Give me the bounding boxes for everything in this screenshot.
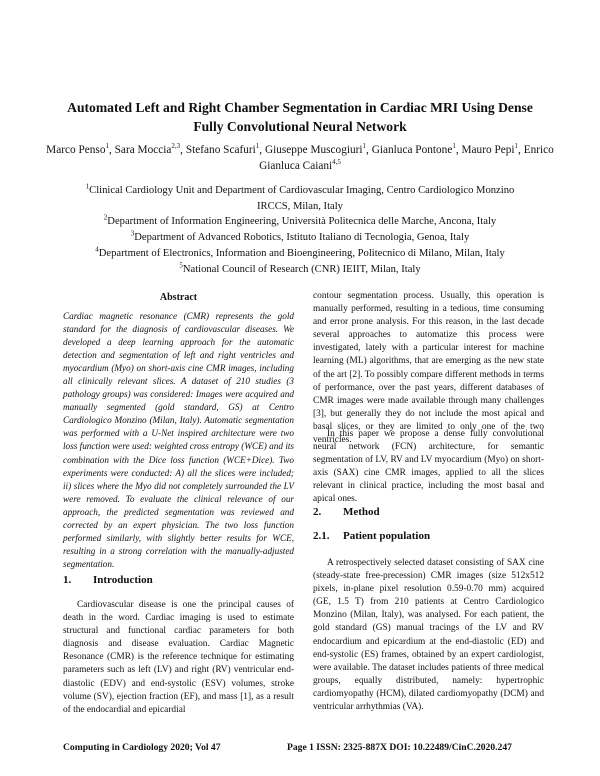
section-number: 1.	[63, 574, 72, 586]
paper-title	[40, 98, 560, 136]
author-sup: 4,5	[332, 157, 341, 166]
author-name: Gianluca Pontone	[371, 144, 453, 156]
section-heading-method	[313, 506, 380, 518]
title-line-1: Automated Left and Right Chamber Segmentation in Cardiac MRI Using Dense	[67, 100, 533, 115]
affiliation-4	[30, 246, 570, 262]
footer-issn-doi: Page 1 ISSN: 2325-887X DOI: 10.22489/CinC.2020.247	[287, 742, 512, 753]
affiliation-sup: 4	[95, 245, 99, 254]
author-sup: 1	[452, 142, 456, 151]
affiliation-sup: 1	[85, 182, 90, 191]
author-list: Marco Penso$^1$, Sara Moccia$^{2,3}$, Stefano Scafuri$^1$, Giuseppe Muscogiuri$^1$, Gianluca Pontone$^1$, Mauro Pepi$^1$, Enrico Gianluca Caiani$^{4,5}$	[46, 142, 554, 172]
affiliation-text: Department of Information Engineering, Università Politecnica delle Marche, Ancona, Italy	[107, 216, 497, 228]
affiliation-text: Department of Electronics, Information and Bioengineering, Politecnico di Milano, Milan, Italy	[98, 247, 505, 259]
affiliation-sup: 3	[130, 229, 135, 238]
abstract-text: Cardiac magnetic resonance (CMR) represents the gold standard for the diagnosis of cardiovascular diseases. We developed a deep learning approach for the automatic detection and segmentation of left and right ventricles and myocardium (Myo) on short-axis cine CMR images, including all clinically relevant slices. A dataset of 210 studies (3 pathology groups) was considered: Images were acquired and manually segmented (gold standard, GS) at Centro Cardiologico Monzino (Milan, Italy). Automatic segmentation was performed with a U-Net inspired architecture were two loss function were used: weighted cross entropy (WCE) and its combination with the Dice loss function (WCE+Dice). Two experiments were conducted: A) all the slices were included; ii) slices where the Myo did not completely surrounded the LV were removed. To evaluate the clinical relevance of our approach, the predicted segmentation was reviewed and corrected by an expert physician. The two loss function performed similarly, with slightly better results for WCE, resulting in a strong correlation with the manually-adjusted segmentation.	[63, 311, 294, 569]
author-name: Marco Penso	[46, 144, 106, 156]
author-sup: 1	[105, 142, 109, 151]
author-name: Sara Moccia	[114, 144, 172, 156]
author-name: Enrico Gianluca Caiani	[259, 144, 554, 172]
affiliation-text: Clinical Cardiology Unit and Department of Cardiovascular Imaging, Centro Cardiologico Monzino	[89, 185, 515, 196]
affiliation-list	[30, 183, 570, 277]
author-sup: 1	[255, 142, 260, 151]
affiliation-3	[30, 230, 570, 246]
section-heading-introduction	[63, 574, 153, 586]
intro-paragraph-1: Cardiovascular disease is one the principal causes of death in the word. Cardiac imaging is used to estimate structural and functional cardiac parameters for both diagnosis and disease evaluation. Cardiac Magnetic Resonance (CMR) is the reference technique for estimating parameters such as left (LV) and right (RV) ventricular end-diastolic (EDV) and end-systolic (ESV) volumes, stroke volume (SV), ejection fraction (EF), and mass [1], as a result of the endocardial and epicardial	[63, 600, 294, 715]
author-sup: 1	[514, 142, 519, 151]
author-sup: 1	[362, 142, 367, 151]
section-number: 2.	[313, 506, 322, 518]
section-title: Introduction	[93, 574, 153, 586]
subsection-number: 2.1.	[313, 530, 330, 542]
patient-population-paragraph: A retrospectively selected dataset consisting of SAX cine (steady-state free-precession) CMR images (size 512x512 pixels, in-plane pixel resolution 0.59-0.70 mm) acquired (GE, 1.5 T) from 210 patients at Centro Cardiologico Monzino (Milan, Italy), was analysed. For each patient, the gold standard (GS) manual tracings of the LV and RV endocardium and epicardium at the end-diastolic (ED) and end-systolic (ES) frames, obtained by an expert cardiologist, were available. The dataset includes patients of three medical groups, equally distributed, namely: hypertrophic cardiomyopathy (HCM), dilated cardiomyopathy (DCM) and ventricular arrhythmias (VA).	[313, 558, 544, 713]
title-line-2: Fully Convolutional Neural Network	[193, 119, 407, 134]
affiliation-1	[30, 183, 570, 199]
affiliation-sup: 2	[103, 213, 108, 222]
affiliation-sup: 5	[179, 260, 183, 269]
author-name: Stefano Scafuri	[185, 144, 256, 156]
affiliation-text: National Council of Research (CNR) IEIIT, Milan, Italy	[182, 263, 421, 275]
author-name: Mauro Pepi	[461, 144, 515, 156]
subsection-heading-patient-population	[313, 530, 430, 542]
abstract-heading: Abstract	[159, 292, 198, 303]
affiliation-2	[30, 214, 570, 230]
affiliation-text: Department of Advanced Robotics, Istituto Italiano di Tecnologia, Genoa, Italy	[134, 232, 470, 244]
intro-paragraph-1-continued: contour segmentation process. Usually, this operation is manually performed, resulting in a tedious, time consuming and error prone analysis. For this reason, in the last decade several approaches to automatize this process were investigated, lately with a particular interest for machine learning (ML) algorithms, that are emerging as the new state of the art [2]. To possibly compare different methods in terms of performance, over the past years, different databases of CMR images were made available through many challenges [3], but generally they do not include the most apical and basal slices, or they are limited to only one of the two ventricles.	[313, 291, 544, 446]
author-name: Giuseppe Muscogiuri	[264, 144, 363, 156]
affiliation-1-cont: IRCCS, Milan, Italy	[257, 200, 343, 212]
footer-journal: Computing in Cardiology 2020; Vol 47	[63, 742, 221, 753]
affiliation-5	[30, 262, 570, 278]
section-title: Method	[343, 506, 380, 518]
author-sup: 2,3	[171, 142, 181, 151]
intro-paragraph-2: In this paper we propose a dense fully convolutional neural network (FCN) architecture, for semantic segmentation of LV, RV and LV myocardium (Myo) on short-axis (SAX) cine CMR images, applied to all the slices relevant in clinical practice, including the most basal and apical ones.	[313, 429, 544, 505]
subsection-title: Patient population	[343, 530, 431, 542]
